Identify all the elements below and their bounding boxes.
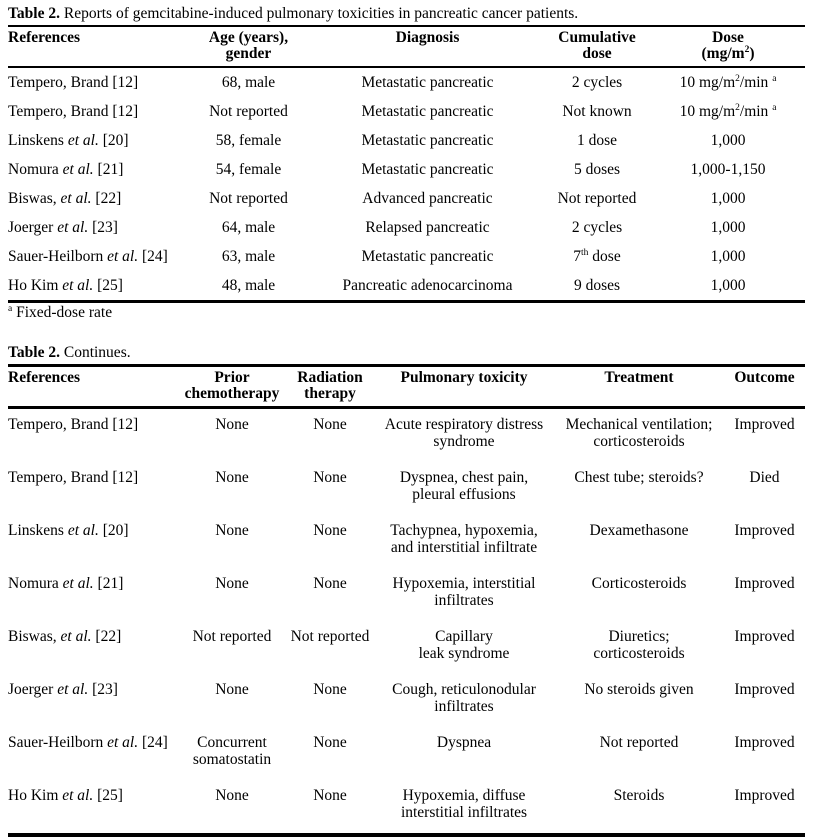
column-header: Cumulative dose [543,26,651,67]
table-row [8,126,805,155]
table-row [8,674,805,727]
table-cell: Improved [734,681,795,698]
table-cell: 1,000 [710,189,746,207]
table-cell: None [215,416,249,433]
table-cell: Improved [734,522,795,539]
table-cell: 64, male [221,218,276,236]
table-cell: Acute respiratory distress syndrome [384,416,544,450]
table-cell: Died [749,469,780,486]
table-cell: Biswas, et al. [22] [8,628,122,645]
table-cell: Tempero, Brand [12] [8,73,139,91]
column-header: Age (years), gender [185,26,312,67]
table-row [8,242,805,271]
table-cell: Capillary leak syndrome [418,628,510,662]
table-cell: None [313,469,347,486]
table-cell: Tempero, Brand [12] [8,102,139,120]
table2-body [8,408,805,836]
column-header: Treatment [554,366,724,408]
table-cell: None [215,469,249,486]
table-cell: Nomura et al. [21] [8,575,124,592]
table-cell: Improved [734,787,795,804]
table-cell: Pancreatic adenocarcinoma [342,276,513,294]
table1-header [8,26,805,67]
table-cell: Not reported [192,628,272,645]
table-cell: Ho Kim et al. [25] [8,276,123,294]
table2 [8,364,805,837]
table-cell: 48, male [221,276,276,294]
column-header: References [8,366,178,408]
table-cell: 63, male [221,247,276,265]
table-cell: Dyspnea, chest pain, pleural effusions [399,469,529,503]
table-cell: None [313,787,347,804]
table-cell: None [313,575,347,592]
table-cell: 10 $mg/m^2/\min$ $^a$ [679,102,777,120]
table-cell: Improved [734,628,795,645]
table-row [8,184,805,213]
table-cell: 10 $mg/m^2/\min$ $^a$ [679,73,777,91]
table-cell: Hypoxemia, interstitial infiltrates [392,575,536,609]
table-cell: Joerger et al. [23] [8,681,118,698]
table-row [8,727,805,780]
table-cell: Metastatic pancreatic [361,73,494,91]
table-row [8,780,805,835]
table-cell: 5 doses [573,160,621,178]
table-cell: Relapsed pancreatic [365,218,490,236]
column-header: References [8,26,185,67]
table-cell: None [215,681,249,698]
table-cell: 1,000 [710,247,746,265]
table1-footnote: $^a$ Fixed-dose rate [8,303,113,321]
table-cell: Not reported [290,628,370,645]
table-cell: None [313,416,347,433]
table-cell: Ho Kim et al. [25] [8,787,123,804]
column-header: Radiation therapy [286,366,374,408]
table-cell: Concurrent somatostatin [192,734,272,768]
table-row [8,621,805,674]
table-cell: Tempero, Brand [12] [8,416,139,433]
table-cell: 68, male [221,73,276,91]
table-cell: None [215,522,249,539]
table1-body [8,67,805,302]
header-row [8,366,805,408]
table-cell: Metastatic pancreatic [361,160,494,178]
table-cell: 1,000 [710,131,746,149]
table-cell: Not reported [209,102,288,120]
table-cell: Not reported [599,734,679,751]
column-header: Diagnosis [312,26,543,67]
table-cell: 54, female [215,160,282,178]
table-cell: Diuretics; corticosteroids [593,628,685,662]
table-cell: Advanced pancreatic [362,189,493,207]
table-cell: None [215,787,249,804]
table-row [8,155,805,184]
table-cell: Not reported [209,189,288,207]
table-cell: None [313,734,347,751]
column-header: Outcome [724,366,805,408]
table1 [8,25,805,303]
table-cell: Nomura et al. [21] [8,160,124,178]
table-row [8,408,805,463]
header-row [8,26,805,67]
table-cell: 1 dose [576,131,618,149]
table-cell: Improved [734,416,795,433]
table-cell: None [313,681,347,698]
table-cell: Dyspnea [436,734,492,751]
table-cell: 9 doses [573,276,621,294]
table-row [8,568,805,621]
table-cell: 1,000 [710,276,746,294]
table-cell: Dexamethasone [589,522,689,539]
table-cell: Chest tube; steroids? [574,469,704,486]
table-cell: Not reported [557,189,637,207]
table-cell: Improved [734,575,795,592]
table-cell: 1,000-1,150 [690,160,766,178]
table-cell: Linskens et al. [20] [8,131,129,149]
table-cell: Biswas, et al. [22] [8,189,122,207]
table-cell: 1,000 [710,218,746,236]
table-cell: Tachypnea, hypoxemia, and interstitial infiltrate [390,522,538,556]
table-row [8,213,805,242]
column-header: Prior chemotherapy [178,366,286,408]
table-cell: Corticosteroids [591,575,687,592]
table-cell: Metastatic pancreatic [361,131,494,149]
table-cell: Metastatic pancreatic [361,102,494,120]
table-row [8,67,805,97]
table-cell: None [215,575,249,592]
table-cell: Metastatic pancreatic [361,247,494,265]
table-cell: Tempero, Brand [12] [8,469,139,486]
table-row [8,97,805,126]
column-header: Dose $(mg/m^2)$ [651,26,805,67]
table2-caption: Table 2. Continues. [8,344,131,361]
table-cell: Hypoxemia, diffuse interstitial infiltrates [400,787,528,821]
table-row [8,462,805,515]
table-row [8,271,805,302]
table-cell: Not known [562,102,632,120]
table-cell: 58, female [215,131,282,149]
table-cell: No steroids given [584,681,694,698]
table-cell: Joerger et al. [23] [8,218,118,236]
table2-header [8,366,805,408]
table-cell: 7th dose [573,247,621,265]
table1-caption: Table 2. Reports of gemcitabine-induced pulmonary toxicities in pancreatic cancer patients. [8,5,579,22]
table-row [8,515,805,568]
table-cell: None [313,522,347,539]
table-cell: 2 cycles [571,218,623,236]
table-cell: Linskens et al. [20] [8,522,129,539]
table-cell: Cough, reticulonodular infiltrates [392,681,536,715]
table-cell: Mechanical ventilation; corticosteroids [565,416,713,450]
table-cell: Sauer-Heilborn et al. [24] [8,734,168,751]
table-cell: Steroids [613,787,665,804]
table-cell: Improved [734,734,795,751]
column-header: Pulmonary toxicity [374,366,554,408]
table-cell: 2 cycles [571,73,623,91]
table-cell: Sauer-Heilborn et al. [24] [8,247,168,265]
